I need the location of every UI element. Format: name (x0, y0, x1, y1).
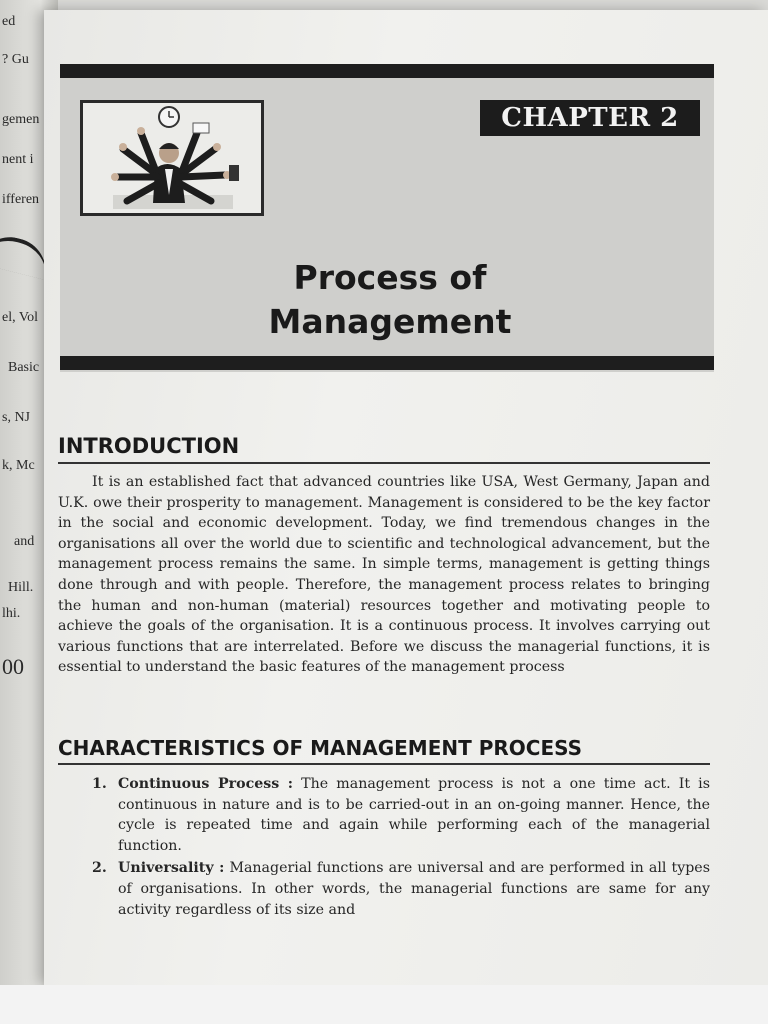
list-item-number: 1. (92, 776, 107, 792)
facing-page-text: and (14, 534, 35, 549)
list-item-number: 2. (92, 860, 107, 877)
facing-page-text: lhi. (2, 606, 21, 621)
list-item-term: Universality : (118, 860, 225, 877)
top-header-rule (60, 64, 714, 78)
characteristics-heading: CHARACTERISTICS OF MANAGEMENT PROCESS (58, 736, 583, 760)
chapter-label: CHAPTER 2 (480, 100, 700, 136)
facing-page-text: 00 (2, 654, 24, 679)
facing-page-text: el, Vol (2, 310, 39, 325)
multitasking-manager-photo (80, 100, 264, 216)
list-item-text: Managerial functions are universal and are performed in all types of organisations. In other words, the managerial functions are same for any activity regardless of its size and (118, 860, 710, 918)
facing-page-text: Hill. (8, 580, 34, 595)
list-item (58, 774, 710, 856)
bottom-header-rule (60, 356, 714, 370)
list-item-text: The management process is not a one time act. It is continuous in nature and is to be carried-out in an on-going manner. Hence, the cycle is repeated time and again while performing each of the managerial function. (118, 776, 710, 854)
facing-page-text: gemen (2, 112, 40, 127)
facing-page-text: ? Gu (2, 52, 29, 67)
list-item (58, 858, 710, 920)
facing-page-text: Basic (8, 360, 40, 375)
characteristics-list (58, 774, 710, 922)
facing-page-text: nent i (2, 152, 34, 167)
facing-page-text: ifferen (2, 192, 40, 207)
background-surface (0, 985, 768, 1024)
manager-illustration-icon (83, 103, 261, 213)
list-item-term: Continuous Process : (118, 776, 294, 792)
chapter-title-line: Process of (293, 258, 487, 297)
introduction-heading: INTRODUCTION (58, 434, 240, 458)
introduction-rule (58, 462, 710, 464)
facing-page-text: s, NJ (2, 410, 31, 425)
characteristics-rule (58, 763, 710, 765)
facing-page-text: k, Mc (2, 458, 35, 473)
introduction-paragraph: It is an established fact that advanced countries like USA, West Germany, Japan and U.K. owe their prosperity to management. Management is considered to be the key factor in the social and economic development. Today, we find tremendous changes in the organisations all over the world due to scientific and technological advancement, but the management process remains the same. In simple terms, management is getting things done through and with people. Therefore, the management process relates to bringing the human and non-human (material) resources together and motivating people to achieve the goals of the organisation. It is a continuous process. It involves carrying out various functions that are interrelated. Before we discuss the managerial functions, it is essential to understand the basic features of the management process (58, 474, 710, 676)
chapter-title (180, 256, 600, 344)
chapter-title-line: Management (268, 302, 512, 341)
facing-page-text: ed (2, 14, 16, 29)
